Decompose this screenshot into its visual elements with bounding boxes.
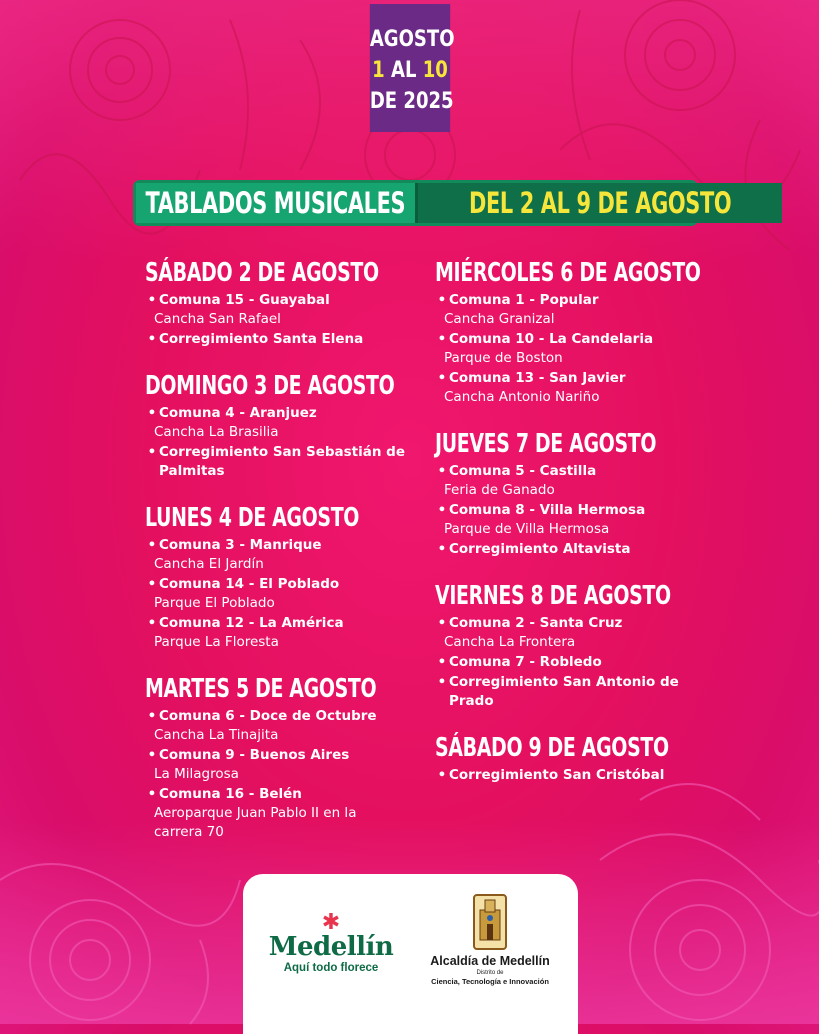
day-title: SÁBADO 2 DE AGOSTO — [145, 258, 379, 288]
venue-place: Cancha La Brasilia — [154, 424, 279, 440]
day-title: DOMINGO 3 DE AGOSTO — [145, 371, 395, 401]
alcaldia-subtitle: Ciencia, Tecnología e Innovación — [431, 977, 549, 986]
venue-entry — [435, 291, 735, 329]
venue-name: • Comuna 4 - Aranjuez — [145, 404, 435, 423]
venue-name: • Comuna 13 - San Javier — [435, 369, 735, 388]
venue-entry — [435, 369, 735, 407]
logo-card — [243, 874, 578, 1034]
badge-start-day: 1 — [372, 58, 385, 83]
day-block — [435, 427, 735, 559]
venue-place: Cancha El Jardín — [154, 556, 264, 572]
venue-entry — [435, 501, 735, 539]
venue-entry — [145, 707, 435, 745]
venue-name: • Comuna 6 - Doce de Octubre — [145, 707, 435, 726]
badge-range — [370, 55, 450, 86]
banner-dates-box — [415, 183, 782, 223]
venue-name: • Comuna 16 - Belén — [145, 785, 435, 804]
day-title: MIÉRCOLES 6 DE AGOSTO — [435, 258, 701, 288]
venue-entry — [435, 540, 735, 559]
alcaldia-logo — [415, 894, 565, 987]
venue-name: • Comuna 2 - Santa Cruz — [435, 614, 735, 633]
venue-name: • Comuna 7 - Robledo — [435, 653, 735, 672]
city-seal-icon — [473, 894, 507, 950]
venue-name: • Comuna 8 - Villa Hermosa — [435, 501, 735, 520]
venue-place: Parque de Villa Hermosa — [444, 521, 610, 537]
venue-place: Cancha San Rafael — [154, 311, 281, 327]
venue-entry — [145, 575, 435, 613]
venue-entry — [435, 330, 735, 368]
venue-entry — [145, 443, 435, 481]
venue-entry — [145, 404, 435, 442]
medellin-tagline: Aquí todo florece — [283, 962, 379, 974]
day-block — [145, 369, 435, 481]
venue-entry — [145, 536, 435, 574]
venue-name: • Comuna 5 - Castilla — [435, 462, 735, 481]
day-block — [435, 256, 735, 407]
venue-name: • Corregimiento San Cristóbal — [435, 766, 735, 785]
venue-entry — [435, 673, 735, 711]
venue-name: • Comuna 15 - Guayabal — [145, 291, 435, 310]
badge-month: AGOSTO — [369, 27, 455, 52]
venue-entry — [145, 746, 435, 784]
venue-name: • Corregimiento Santa Elena — [145, 330, 435, 349]
badge-al: AL — [384, 58, 423, 83]
date-badge — [369, 4, 455, 132]
day-block — [145, 672, 435, 842]
alcaldia-distrito: Distrito de — [476, 970, 504, 976]
venue-entry — [435, 653, 735, 672]
venue-place: Cancha Antonio Nariño — [444, 389, 600, 405]
day-block — [435, 731, 735, 785]
schedule-right-column — [435, 256, 735, 785]
venue-place: Parque La Floresta — [154, 634, 279, 650]
schedule-left-column — [145, 256, 435, 842]
venue-place: Cancha La Tinajita — [154, 727, 279, 743]
venue-place: Parque El Poblado — [154, 595, 275, 611]
venue-entry — [435, 766, 735, 785]
venue-place: Aeroparque Juan Pablo II en la carrera 70 — [154, 805, 357, 840]
medellin-wordmark: Medellín — [268, 932, 394, 962]
day-title: VIERNES 8 DE AGOSTO — [435, 581, 671, 611]
venue-name: • Corregimiento San Antonio de Prado — [435, 673, 680, 711]
venue-entry — [145, 614, 435, 652]
venue-entry — [145, 291, 435, 329]
day-block — [145, 501, 435, 652]
day-title: JUEVES 7 DE AGOSTO — [435, 429, 657, 459]
venue-name: • Corregimiento San Sebastián de Palmitas — [145, 443, 405, 481]
banner-title-box — [136, 183, 415, 223]
day-block — [145, 256, 435, 349]
venue-name: • Comuna 12 - La América — [145, 614, 435, 633]
alcaldia-title: Alcaldía de Medellín — [430, 954, 550, 968]
venue-place: La Milagrosa — [154, 766, 239, 782]
title-banner — [133, 180, 732, 226]
day-title: LUNES 4 DE AGOSTO — [145, 503, 360, 533]
venue-place: Cancha La Frontera — [444, 634, 576, 650]
day-block — [435, 579, 735, 711]
venue-place: Parque de Boston — [444, 350, 563, 366]
venue-name: • Comuna 3 - Manrique — [145, 536, 435, 555]
badge-year: DE 2025 — [369, 89, 454, 114]
venue-name: • Comuna 10 - La Candelaria — [435, 330, 735, 349]
badge-end-day: 10 — [422, 58, 448, 83]
venue-name: • Corregimiento Altavista — [435, 540, 735, 559]
banner-dates: DEL 2 AL 9 DE AGOSTO — [468, 186, 732, 220]
venue-name: • Comuna 9 - Buenos Aires — [145, 746, 435, 765]
venue-entry — [145, 785, 435, 842]
flower-icon: ✱ — [321, 909, 341, 934]
venue-entry — [435, 614, 735, 652]
venue-place: Feria de Ganado — [444, 482, 555, 498]
venue-entry — [145, 330, 435, 349]
day-title: SÁBADO 9 DE AGOSTO — [435, 733, 669, 763]
medellin-logo — [261, 909, 401, 974]
venue-place: Cancha Granizal — [444, 311, 555, 327]
venue-name: • Comuna 14 - El Poblado — [145, 575, 435, 594]
venue-entry — [435, 462, 735, 500]
banner-title: TABLADOS MUSICALES — [145, 186, 406, 220]
venue-name: • Comuna 1 - Popular — [435, 291, 735, 310]
day-title: MARTES 5 DE AGOSTO — [145, 674, 377, 704]
